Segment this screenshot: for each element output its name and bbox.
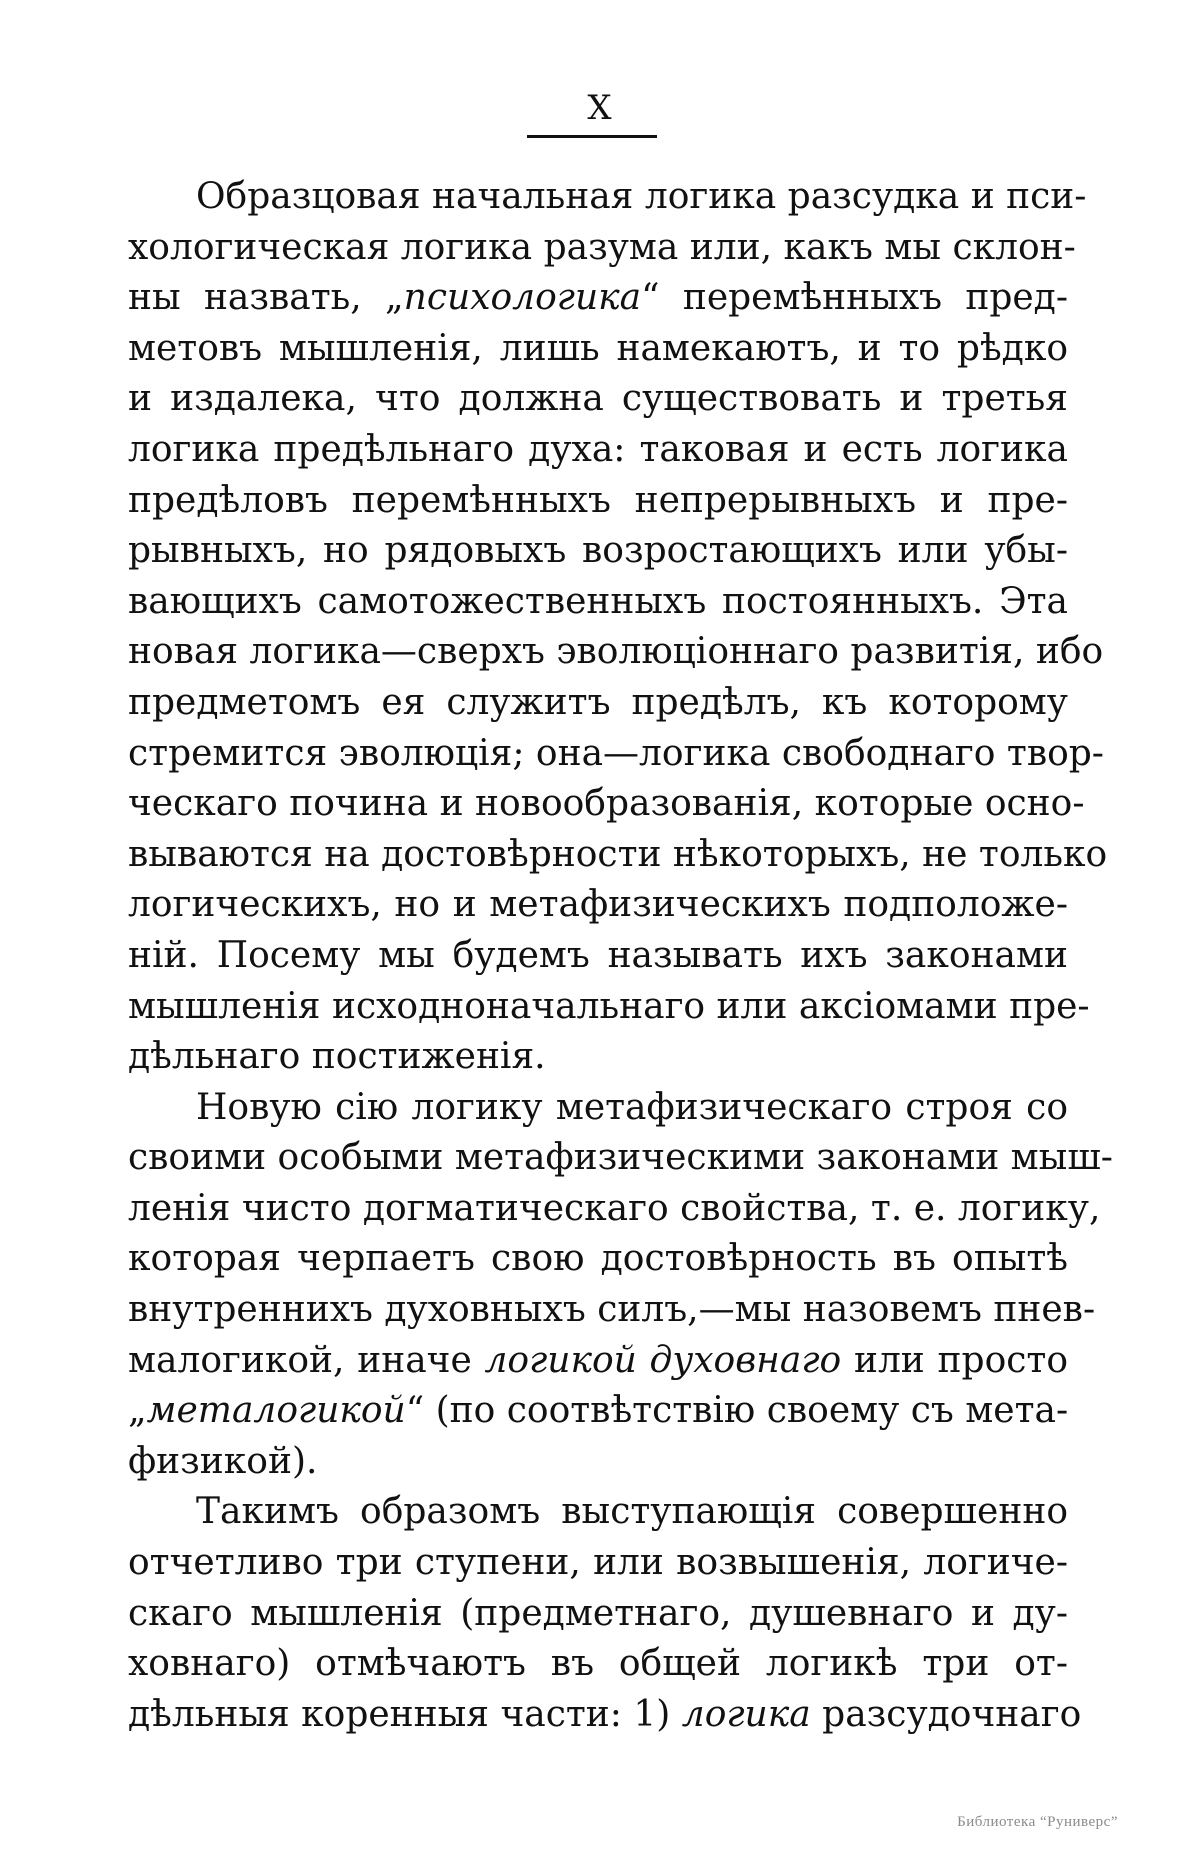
text-line bbox=[128, 1386, 1068, 1437]
page-number: X bbox=[587, 88, 613, 128]
italic-term: логика bbox=[681, 1693, 811, 1735]
text-line: ній. Посему мы будемъ называть ихъ законами bbox=[128, 934, 1068, 976]
text-line bbox=[128, 1336, 1068, 1387]
text-line: логическихъ, но и метафизическихъ подположе- bbox=[128, 884, 1068, 926]
text-line: стремится эволюція; она—логика свободнаго твор- bbox=[128, 732, 1104, 774]
text-line: рывныхъ, но рядовыхъ возростающихъ или убы- bbox=[128, 530, 1068, 572]
paragraph bbox=[128, 172, 1108, 1083]
text-line bbox=[128, 273, 1068, 324]
text-run: разсудочнаго bbox=[810, 1693, 1082, 1735]
text-line: Новую сію логику метафизическаго строя со bbox=[196, 1086, 1068, 1128]
body-text bbox=[128, 172, 1113, 1740]
text-line: ческаго почина и новообразованія, которые осно- bbox=[128, 783, 1085, 825]
text-line: метовъ мышленія, лишь намекаютъ, и то рѣдко bbox=[128, 327, 1068, 369]
header-rule bbox=[527, 135, 657, 138]
italic-term: логикой духовнаго bbox=[484, 1339, 842, 1381]
text-line: новая логика—сверхъ эволюціоннаго развитія, ибо bbox=[128, 631, 1104, 673]
text-line: которая черпаетъ свою достовѣрность въ опытѣ bbox=[128, 1238, 1068, 1280]
text-run: “ (по соотвѣтствію своему съ мета- bbox=[405, 1390, 1069, 1432]
text-line: вываются на достовѣрности нѣкоторыхъ, не только bbox=[128, 833, 1108, 875]
text-line: ленія чисто догматическаго свойства, т. е. логику, bbox=[128, 1187, 1101, 1229]
text-line: предѣловъ перемѣнныхъ непрерывныхъ и пре- bbox=[128, 479, 1068, 521]
text-line: своими особыми метафизическими законами мыш- bbox=[128, 1137, 1113, 1179]
italic-term: металогикой bbox=[146, 1390, 406, 1432]
text-line: физикой). bbox=[128, 1440, 318, 1482]
italic-term: психологика bbox=[403, 277, 642, 319]
text-line: логика предѣльнаго духа: таковая и есть логика bbox=[128, 428, 1068, 470]
text-line: ховнаго) отмѣчаютъ въ общей логикѣ три от- bbox=[128, 1643, 1068, 1685]
text-line: и издалека, что должна существовать и третья bbox=[128, 378, 1068, 420]
text-line bbox=[128, 1690, 1082, 1741]
text-line: отчетливо три ступени, или возвышенія, логиче- bbox=[128, 1542, 1068, 1584]
text-line: скаго мышленія (предметнаго, душевнаго и ду- bbox=[128, 1592, 1068, 1634]
text-line: внутреннихъ духовныхъ силъ,—мы назовемъ пнев- bbox=[128, 1289, 1096, 1331]
text-run: „ bbox=[128, 1390, 147, 1432]
text-line: предметомъ ея служитъ предѣлъ, къ которому bbox=[128, 681, 1068, 723]
text-line: дѣльнаго постиженія. bbox=[128, 1036, 546, 1078]
library-watermark: Библиотека “Руниверс” bbox=[957, 1814, 1118, 1830]
text-run: малогикой, иначе bbox=[128, 1339, 485, 1381]
text-line: Образцовая начальная логика разсудка и пси- bbox=[196, 176, 1087, 217]
text-run: “ перемѣнныхъ пред- bbox=[641, 277, 1068, 319]
text-line: хологическая логика разума или, какъ мы склон- bbox=[128, 226, 1076, 268]
text-line: мышленія исходноначальнаго или аксіомами пре- bbox=[128, 985, 1090, 1027]
text-run: дѣльныя коренныя части: 1) bbox=[128, 1693, 682, 1735]
text-run: или просто bbox=[841, 1339, 1068, 1381]
text-line: Такимъ образомъ выступающія совершенно bbox=[196, 1491, 1068, 1533]
paragraph bbox=[128, 1083, 1113, 1488]
paragraph bbox=[128, 1487, 1082, 1740]
text-line: вающихъ самотожественныхъ постоянныхъ. Эта bbox=[128, 580, 1068, 622]
text-run: ны назвать, „ bbox=[128, 277, 404, 319]
